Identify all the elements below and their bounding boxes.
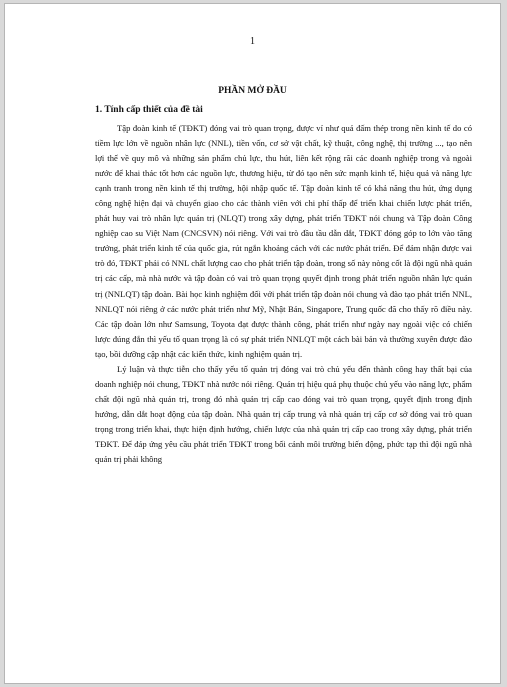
section-title: 1. Tính cấp thiết của đề tài	[95, 105, 203, 115]
page-heading: PHẦN MỞ ĐẦU	[218, 86, 287, 96]
paragraph: Tập đoàn kinh tế (TĐKT) đóng vai trò quan trọng, được ví như quả đấm thép trong nền kinh tế do có tiềm lực lớn về nguồn nhân lực (NNL), tiền vốn, cơ sở vật chất, kỹ thuật, công nghệ, thị trường ..., tạo nên lợi thế về quy mô và những sản phẩm chủ lực, thu hút, liên kết rộng rãi các doanh nghiệp trong và ngoài nước để khai thác tốt hơn các nguồn lực, thương hiệu, từ đó tạo nên sức mạnh kinh tế, hiệu quả và năng lực cạnh tranh trong nền kinh tế thị trường, hội nhập quốc tế. Tập đoàn kinh tế có khả năng thu hút, ứng dụng công nghệ hiện đại và chuyển giao cho các thành viên với chi phí thấp để triển khai chiến lược phát triển, phát huy vai trò nhân lực quản trị (NLQT) trong xây dựng, phát triển TĐKT nói chung và Tập đoàn Công nghiệp cao su Việt Nam (CNCSVN) nói riêng. Với vai trò đầu tầu dẫn dắt, TĐKT đóng góp to lớn vào tăng trưởng, phát triển kinh tế của quốc gia, rút ngắn khoảng cách với các nước phát triển. Để đảm nhận được vai trò đó, TĐKT phải có NNL chất lượng cao cho phát triển tập đoàn, trong số này nòng cốt là đội ngũ nhà quản trị các cấp, mà nhà nước và tập đoàn có vai trò quan trọng quyết định trong phát triển nguồn nhân lực quản trị (NNLQT) tập đoàn. Bài học kinh nghiệm đối với phát triển tập đoàn nói chung và đào tạo phát triển NNL, NNLQT nói riêng ở các nước phát triển như Mỹ, Nhật Bản, Singapore, Trung quốc đã cho thấy rõ điều này. Các tập đoàn lớn như Samsung, Toyota đạt được thành công, phát triển như ngày nay ngoài việc có chiến lược đúng đắn thì yếu tố quan trọng là có sự phát triển NNLQT một cách bài bản và thường xuyên được đào tạo, bồi dưỡng cập nhật các kiến thức, kinh nghiệm quản trị.	[95, 123, 472, 359]
document-page	[4, 3, 501, 684]
paragraph: Lý luận và thực tiễn cho thấy yếu tố quản trị đóng vai trò chủ yếu đến thành công hay thất bại của doanh nghiệp nói chung, TĐKT nhà nước nói riêng. Quản trị hiệu quả phụ thuộc chủ yếu vào năng lực, phẩm chất đội ngũ nhà quản trị, trong đó nhà quản trị cấp cao đóng vai trò quan trọng, quyết định trong định hướng, dẫn dắt hoạt động của tập đoàn. Nhà quản trị cấp trung và nhà quản trị cấp cơ sở đóng vai trò quan trọng trong triển khai, thực hiện định hướng, chiến lược của nhà quản trị cấp cao trong xây dựng, phát triển TĐKT. Để đáp ứng yêu cầu phát triển TĐKT trong bối cảnh môi trường biến động, phức tạp thì đội ngũ nhà quản trị phải không	[95, 363, 472, 465]
page-number: 1	[250, 36, 255, 47]
body-text	[95, 121, 472, 467]
